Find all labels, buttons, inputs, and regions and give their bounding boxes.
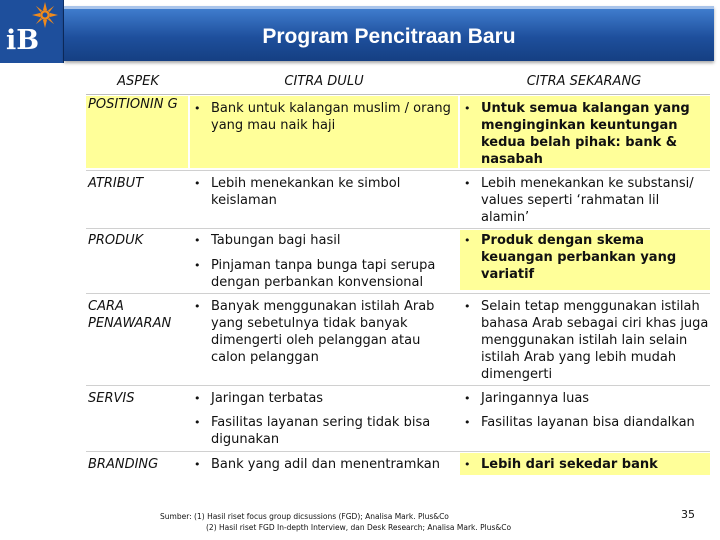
page-number: 35 xyxy=(681,508,695,521)
page-title: Program Pencitraan Baru xyxy=(262,25,516,48)
source-line-1: Sumber: (1) Hasil riset focus group dicsussions (FGD); Analisa Mark. Plus&Co xyxy=(160,512,449,521)
aspect-cell xyxy=(86,175,188,192)
aspect-cell xyxy=(86,390,188,407)
item-text: Bank untuk kalangan muslim / orang yang mau naik haji xyxy=(211,101,451,133)
title-bar xyxy=(64,6,714,61)
list-item xyxy=(464,175,706,226)
aspect-cell xyxy=(86,96,188,168)
bullet: • xyxy=(464,392,471,405)
logo xyxy=(0,0,64,63)
item-text: Lebih menekankan ke substansi/ values seperti ‘rahmatan lil alamin’ xyxy=(481,176,694,225)
source-note xyxy=(160,511,511,533)
row-divider xyxy=(86,385,710,386)
row-divider xyxy=(86,451,710,452)
bullet: • xyxy=(194,102,201,115)
bullet: • xyxy=(194,416,201,429)
bullet: • xyxy=(194,458,201,471)
aspect-label: POSITIONIN G xyxy=(88,97,178,112)
bullet: • xyxy=(464,177,471,190)
list-item xyxy=(194,414,456,448)
aspect-cell xyxy=(86,232,188,249)
bullet: • xyxy=(194,392,201,405)
row-divider xyxy=(86,293,710,294)
bullet: • xyxy=(194,300,201,313)
item-text: Lebih menekankan ke simbol keislaman xyxy=(211,176,401,208)
item-text: Jaringan terbatas xyxy=(211,391,324,406)
row-divider xyxy=(86,170,710,171)
list-item xyxy=(464,390,710,407)
list-item xyxy=(194,175,452,209)
list-item xyxy=(194,456,456,473)
bullet: • xyxy=(464,102,471,115)
aspect-label: BRANDING xyxy=(88,457,159,472)
item-text: Fasilitas layanan bisa diandalkan xyxy=(481,415,695,430)
item-text: Banyak menggunakan istilah Arab yang sebetulnya tidak banyak dimengerti oleh pelanggan atau calon pelanggan xyxy=(211,299,435,365)
aspect-cell xyxy=(86,298,188,332)
aspect-label: PRODUK xyxy=(88,233,144,248)
list-item xyxy=(194,100,452,134)
bullet: • xyxy=(464,234,471,247)
list-item xyxy=(464,298,710,383)
item-text: Lebih dari sekedar bank xyxy=(481,457,658,472)
list-item xyxy=(194,232,452,249)
row-divider xyxy=(86,228,710,229)
list-item xyxy=(194,298,456,366)
bullet: • xyxy=(464,300,471,313)
aspect-label: SERVIS xyxy=(88,391,135,406)
header-citra-sekarang: CITRA SEKARANG xyxy=(458,70,710,95)
aspect-cell xyxy=(86,456,188,473)
header-citra-dulu: CITRA DULU xyxy=(190,70,458,95)
bullet: • xyxy=(194,177,201,190)
item-text: Pinjaman tanpa bunga tapi serupa dengan perbankan konvensional xyxy=(211,258,436,290)
bullet: • xyxy=(464,458,471,471)
source-line-2: (2) Hasil riset FGD In-depth Interview, dan Desk Research; Analisa Mark. Plus&Co xyxy=(206,523,512,532)
list-item xyxy=(464,414,710,431)
list-item xyxy=(194,390,456,407)
item-text: Fasilitas layanan sering tidak bisa digunakan xyxy=(211,415,431,447)
item-text: Tabungan bagi hasil xyxy=(211,233,341,248)
item-text: Jaringannya luas xyxy=(481,391,590,406)
item-text: Selain tetap menggunakan istilah bahasa Arab sebagai ciri khas juga menggunakan istilah lain selain istilah Arab yang lebih mudah dimengerti xyxy=(481,299,709,382)
list-item xyxy=(464,232,706,283)
item-text: Bank yang adil dan menentramkan xyxy=(211,457,440,472)
bullet: • xyxy=(194,234,201,247)
item-text: Produk dengan skema keuangan perbankan yang variatif xyxy=(481,233,677,282)
list-item xyxy=(464,456,706,473)
bullet: • xyxy=(194,259,201,272)
header-aspek: ASPEK xyxy=(86,70,190,95)
bullet: • xyxy=(464,416,471,429)
logo-text: iB xyxy=(6,25,40,56)
item-text: Untuk semua kalangan yang menginginkan keuntungan kedua belah pihak: bank & nasabah xyxy=(481,101,690,167)
list-item xyxy=(194,257,452,291)
list-item xyxy=(464,100,706,168)
aspect-label: CARA PENAWARAN xyxy=(88,299,172,331)
aspect-label: ATRIBUT xyxy=(88,176,144,191)
